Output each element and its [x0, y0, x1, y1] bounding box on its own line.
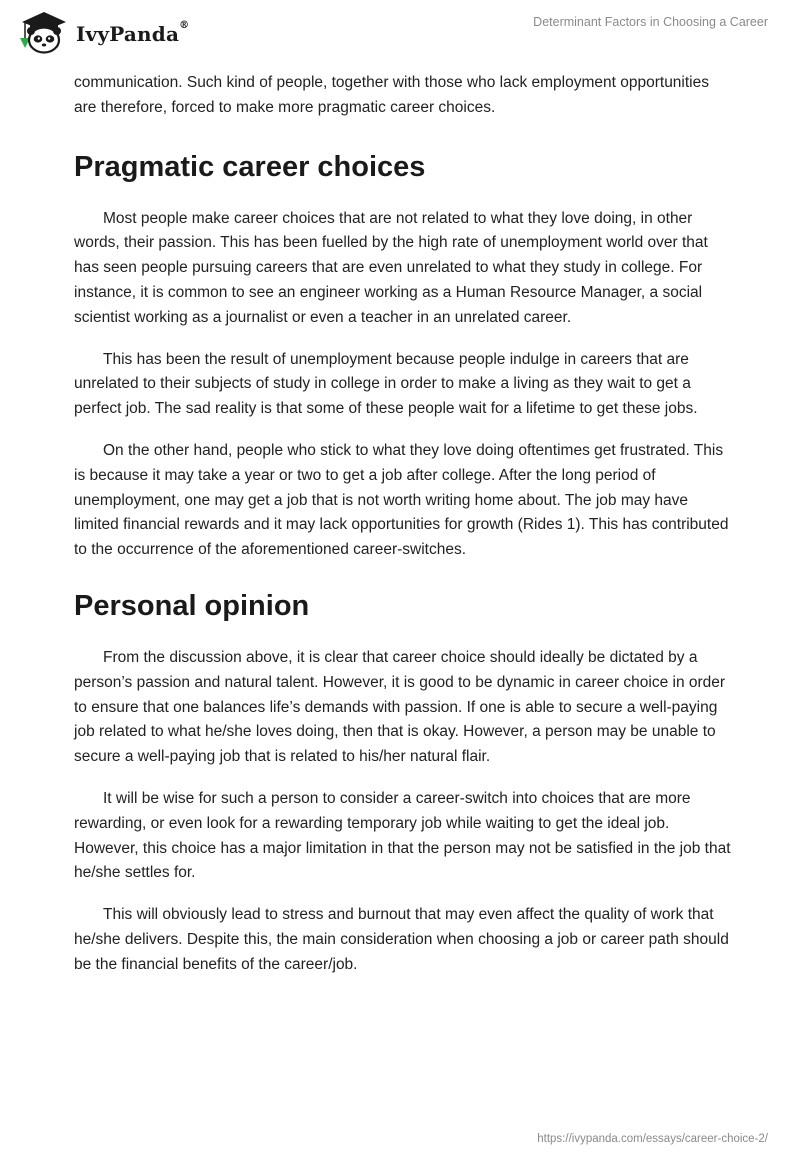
brand-name — [76, 22, 189, 46]
ivypanda-logo[interactable] — [14, 8, 214, 58]
intro-paragraph: communication. Such kind of people, together with those who lack employment opportunities are therefore, forced to make more pragmatic career choices. — [74, 74, 709, 116]
body-paragraph: On the other hand, people who stick to what they love doing oftentimes get frustrated. This is because it may take a year or two to get a job after college. After the long period of unemployment, one may get a job that is not worth writing home about. The job may have limited financial rewards and it may lack opportunities for growth (Rides 1). This has contributed to the occurrence of the aforementioned career-switches. — [74, 441, 729, 559]
article-body — [74, 71, 734, 978]
section-heading-personal-opinion: Personal opinion — [74, 589, 310, 622]
document-title: Determinant Factors in Choosing a Career — [533, 15, 768, 29]
brand-text: IvyPanda — [76, 22, 180, 46]
body-paragraph: From the discussion above, it is clear that career choice should ideally be dictated by a person’s passion and natural talent. However, it is good to be dynamic in career choice in order to ensure that one balances life’s demands with passion. If one is able to secure a well-paying job related to what he/she loves doing, then that is okay. However, a person may be unable to secure a well-paying job that is related to his/her natural flair. — [74, 648, 726, 766]
body-paragraph: It will be wise for such a person to consider a career-switch into choices that are more rewarding, or even look for a rewarding temporary job while waiting to get the ideal job. However, this choice has a major limitation in that the person may not be satisfied in the job that he/she settles for. — [74, 789, 731, 882]
body-paragraph: This will obviously lead to stress and burnout that may even affect the quality of work that he/she delivers. Despite this, the main consideration when choosing a job or career path should be the financial benefits of the career/job. — [74, 906, 729, 973]
section-heading-pragmatic: Pragmatic career choices — [74, 150, 426, 183]
source-url[interactable]: https://ivypanda.com/essays/career-choice-2/ — [537, 1133, 768, 1145]
body-paragraph: Most people make career choices that are not related to what they love doing, in other words, their passion. This has been fuelled by the high rate of unemployment world over that has seen people pursuing careers that are even unrelated to what they study in college. For instance, it is common to see an engineer working as a Human Resource Manager, a social scientist working as a journalist or even a teacher in an unrelated career. — [74, 209, 708, 326]
registered-mark: ® — [179, 20, 190, 31]
body-paragraph: This has been the result of unemployment because people indulge in careers that are unrelated to their subjects of study in college in order to make a living as they wait to get a perfect job. The sad reality is that some of these people wait for a lifetime to get these jobs. — [74, 350, 698, 418]
page-header — [0, 0, 800, 70]
panda-graduation-cap-icon — [14, 8, 74, 58]
